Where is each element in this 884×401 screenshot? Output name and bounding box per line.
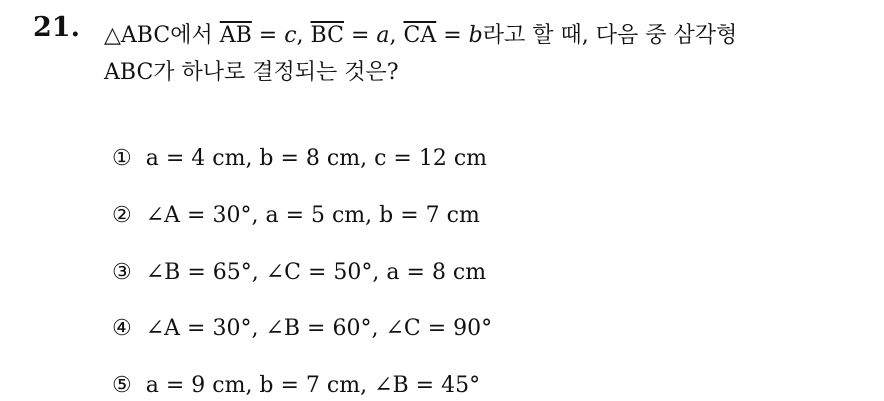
choice-4[interactable]: [112, 314, 492, 344]
choice-text-3: ∠B = 65°, ∠C = 50°, a = 8 cm: [145, 260, 487, 285]
stem-line-2: ABC가 하나로 결정되는 것은?: [104, 60, 399, 85]
segment-bc: $\overline{BC}$: [310, 23, 344, 48]
stem-triangle-label: △ABC에서: [104, 23, 220, 48]
stem-tail: 라고 할 때, 다음 중 삼각형: [482, 23, 738, 48]
choice-marker-1: ①: [112, 146, 132, 171]
stem-line-1: [104, 17, 874, 54]
stem-comma: ,: [296, 23, 311, 48]
stem-equals: =: [251, 23, 285, 48]
var-b: b: [468, 23, 483, 48]
choice-marker-4: ④: [112, 316, 132, 341]
choice-marker-2: ②: [112, 203, 132, 228]
choice-2[interactable]: [112, 201, 480, 231]
stem-comma: ,: [389, 23, 404, 48]
choice-text-5: a = 9 cm, b = 7 cm, ∠B = 45°: [145, 373, 481, 398]
choice-3[interactable]: [112, 258, 486, 288]
choice-1[interactable]: [112, 144, 487, 174]
question-stem: [104, 17, 874, 91]
var-a: a: [376, 23, 390, 48]
stem-equals: =: [436, 23, 469, 48]
choice-text-4: ∠A = 30°, ∠B = 60°, ∠C = 90°: [145, 316, 493, 341]
stem-equals: =: [343, 23, 377, 48]
segment-ca: $\overline{CA}$: [403, 23, 437, 48]
choice-5[interactable]: [112, 371, 480, 401]
choice-marker-5: ⑤: [112, 373, 132, 398]
question-number: 21.: [33, 12, 80, 43]
segment-ab: $\overline{AB}$: [219, 23, 252, 48]
choice-marker-3: ③: [112, 260, 132, 285]
var-c: c: [284, 23, 297, 48]
choice-text-1: a = 4 cm, b = 8 cm, c = 12 cm: [145, 146, 488, 171]
choice-text-2: ∠A = 30°, a = 5 cm, b = 7 cm: [145, 203, 480, 228]
